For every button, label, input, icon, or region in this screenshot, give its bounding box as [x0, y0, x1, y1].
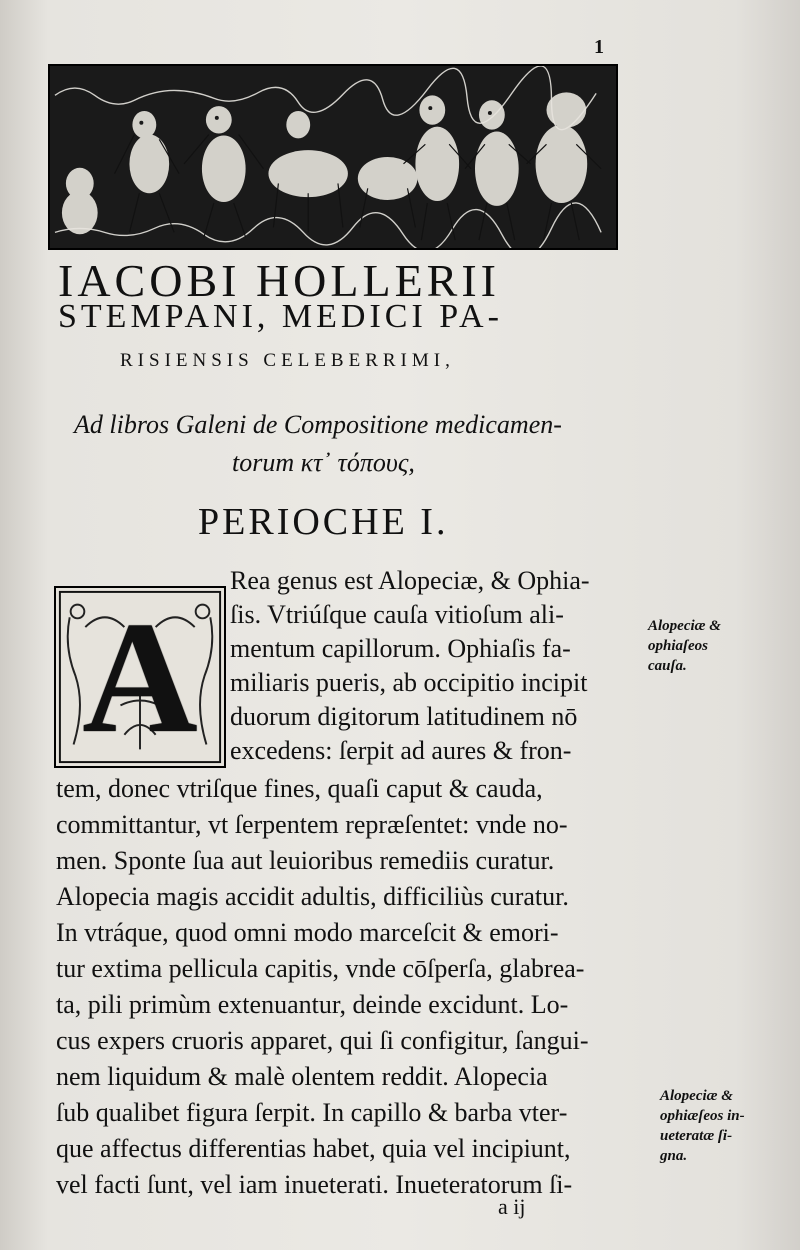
margin-note-line: ueteratæ ſi-: [660, 1128, 733, 1144]
page-number: 1: [594, 36, 604, 58]
woodcut-headpiece: [48, 64, 618, 250]
body-line: In vtráque, quod omni modo marceſcit & emori-: [56, 918, 559, 947]
signature-mark: a ij: [498, 1194, 526, 1219]
margin-note-signa: [660, 1086, 745, 1166]
body-line: ta, pili primùm extenuantur, deinde excidunt. Lo-: [56, 990, 569, 1019]
body-line: que affectus differentias habet, quia vel incipiunt,: [56, 1134, 571, 1163]
body-line: tur extima pellicula capitis, vnde cōſperſa, glabrea-: [56, 954, 585, 983]
margin-note-line: Alopeciæ &: [660, 1088, 733, 1104]
body-line: men. Sponte ſua aut leuioribus remediis curatur.: [56, 846, 555, 875]
margin-note-line: ophiæſeos in-: [660, 1108, 745, 1124]
body-line: cus expers cruoris apparet, qui ſi configitur, ſangui-: [56, 1026, 589, 1055]
body-line: duorum digitorum latitudinem nō: [230, 702, 578, 731]
body-line: excedens: ſerpit ad aures & fron-: [230, 736, 572, 765]
title-epithet-line: RISIENSIS CELEBERRIMI,: [120, 350, 455, 371]
body-line: Rea genus est Alopeciæ, & Ophia-: [230, 566, 590, 595]
body-line: vel facti ſunt, vel iam inueterati. Inueteratorum ſi-: [56, 1170, 573, 1199]
body-line: tem, donec vtriſque fines, quaſi caput & cauda,: [56, 774, 543, 803]
margin-note-line: cauſa.: [648, 658, 687, 674]
subtitle-line-1: Ad libros Galeni de Compositione medicamen-: [74, 410, 562, 439]
headpiece-illustration: [50, 66, 616, 248]
margin-note-line: ophiaſeos: [648, 638, 708, 654]
margin-note-line: gna.: [660, 1148, 688, 1164]
initial-letter: A: [82, 588, 198, 766]
title-author-line: IACOBI HOLLERII: [58, 255, 500, 306]
decorated-initial: [54, 586, 226, 768]
body-line: nem liquidum & malè olentem reddit. Alopecia: [56, 1062, 548, 1091]
subtitle-line-2: torum κτ᾿ τόπους,: [232, 448, 415, 477]
body-line: ſub qualibet figura ſerpit. In capillo & barba vter-: [56, 1098, 568, 1127]
title-origin-line: STEMPANI, MEDICI PA-: [58, 298, 503, 335]
body-line: mentum capillorum. Ophiaſis fa-: [230, 634, 571, 663]
margin-note-causa: [648, 616, 721, 676]
margin-note-line: Alopeciæ &: [648, 618, 721, 634]
section-heading: PERIOCHE I.: [198, 501, 449, 543]
body-line: committantur, vt ſerpentem repræſentet: vnde no-: [56, 810, 568, 839]
body-line: Alopecia magis accidit adultis, difficiliùs curatur.: [56, 882, 569, 911]
body-line: ſis. Vtriúſque cauſa vitioſum ali-: [230, 600, 564, 629]
body-line: miliaris pueris, ab occipitio incipit: [230, 668, 588, 697]
